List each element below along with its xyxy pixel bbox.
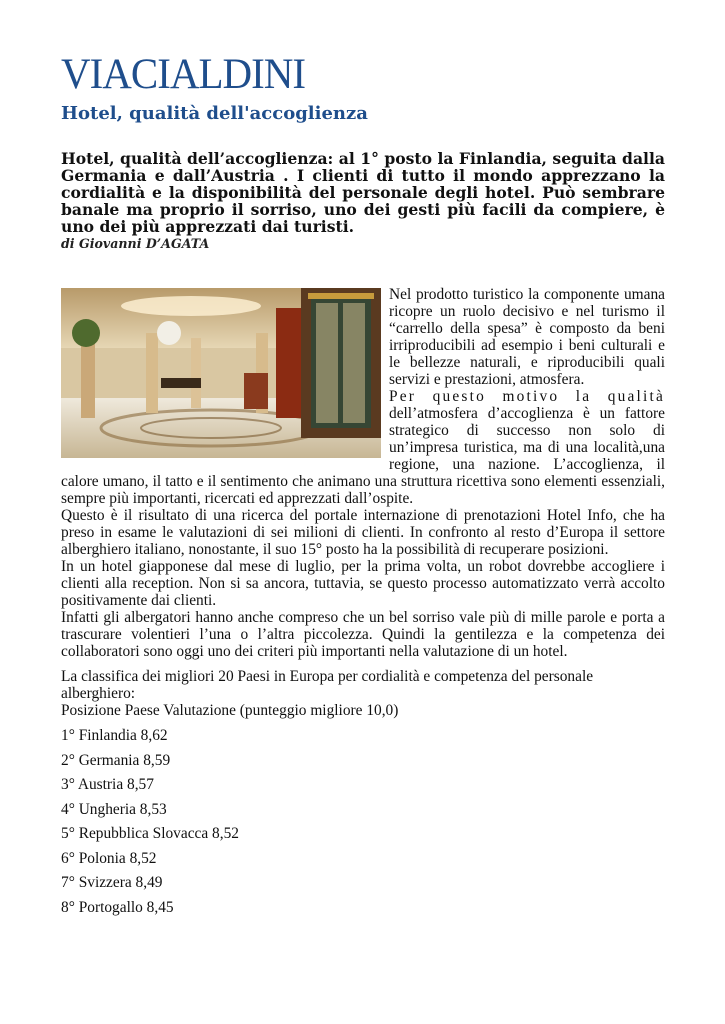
list-item: 8° Portogallo 8,45	[61, 898, 174, 916]
paragraph-2: dell’atmosfera d’accoglienza è un fattore strategico di successo non solo di un’impresa turistica, ma di una località,una regione, una nazione. L’accoglienza, il calore umano, il tatto e il sentimento che animano una struttura ricettiva sono elementi essenziali, sempre più importanti, ricercati ed apprezzati dall’ospite.	[61, 405, 665, 507]
paragraph-5: Infatti gli albergatori hanno anche compreso che un bel sorriso vale più di mille parole e porta a trascurare volentieri l’una o l’altra piccolezza. Quindi la gentilezza e la competenza dei collaboratori sono oggi uno dei criteri più importanti nella valutazione di un hotel.	[61, 609, 665, 660]
list-item: 3° Austria 8,57	[61, 776, 154, 793]
hotel-lobby-photo	[61, 288, 381, 458]
paragraph-3: Questo è il risultato di una ricerca del portale internazione di prenotazioni Hotel Info, che ha preso in esame le valutazioni di sei milioni di clienti. In confronto al resto d’Europa il settore alberghiero italiano, nonostante, il suo 15° posto ha la possibilità di recuperare posizioni.	[61, 507, 665, 558]
paragraph-1: Nel prodotto turistico la componente umana ricopre un ruolo decisivo e nel turismo il “carrello della spesa” è composto da beni irriproducibili ad esempio i beni culturali e le bellezze naturali, e riproducibili quali servizi e prestazioni, atmosfera.	[389, 286, 665, 388]
list-item: 6° Polonia 8,52	[61, 849, 157, 867]
list-item: 2° Germania 8,59	[61, 751, 171, 769]
article-page	[61, 50, 665, 923]
ranking-header: Posizione Paese Valutazione (punteggio migliore 10,0)	[61, 702, 399, 719]
article-body	[61, 286, 665, 923]
list-item: 7° Svizzera 8,49	[61, 874, 163, 891]
hotel-lobby-illustration	[61, 288, 381, 458]
site-logo[interactable]: VIACIALDINI	[61, 48, 306, 98]
paragraph-2-start: Per questo motivo la qualità	[389, 388, 665, 405]
ranking-list	[61, 727, 665, 923]
page-title: Hotel, qualità dell'accoglienza	[61, 103, 368, 124]
article-byline: di Giovanni D’AGATA	[61, 236, 210, 251]
article-lead: Hotel, qualità dell’accoglienza: al 1° posto la Finlandia, seguita dalla Germania e dall’Austria . I clienti di tutto il mondo apprezzano la cordialità e la disponibilità del personale degli hotel. Può sembrare banale ma proprio il sorriso, uno dei gesti più facili da compiere, è uno dei più apprezzati dai turisti.	[61, 149, 665, 236]
list-item: 1° Finlandia 8,62	[61, 727, 168, 744]
list-item: 4° Ungheria 8,53	[61, 800, 167, 818]
ranking-intro: La classifica dei migliori 20 Paesi in Europa per cordialità e competenza del personale alberghiero:	[61, 668, 594, 702]
list-item: 5° Repubblica Slovacca 8,52	[61, 825, 239, 842]
paragraph-4: In un hotel giapponese dal mese di luglio, per la prima volta, un robot dovrebbe accogliere i clienti alla reception. Non si sa ancora, tuttavia, se questo processo automatizzato verrà accolto positivamente dai clienti.	[61, 558, 665, 609]
